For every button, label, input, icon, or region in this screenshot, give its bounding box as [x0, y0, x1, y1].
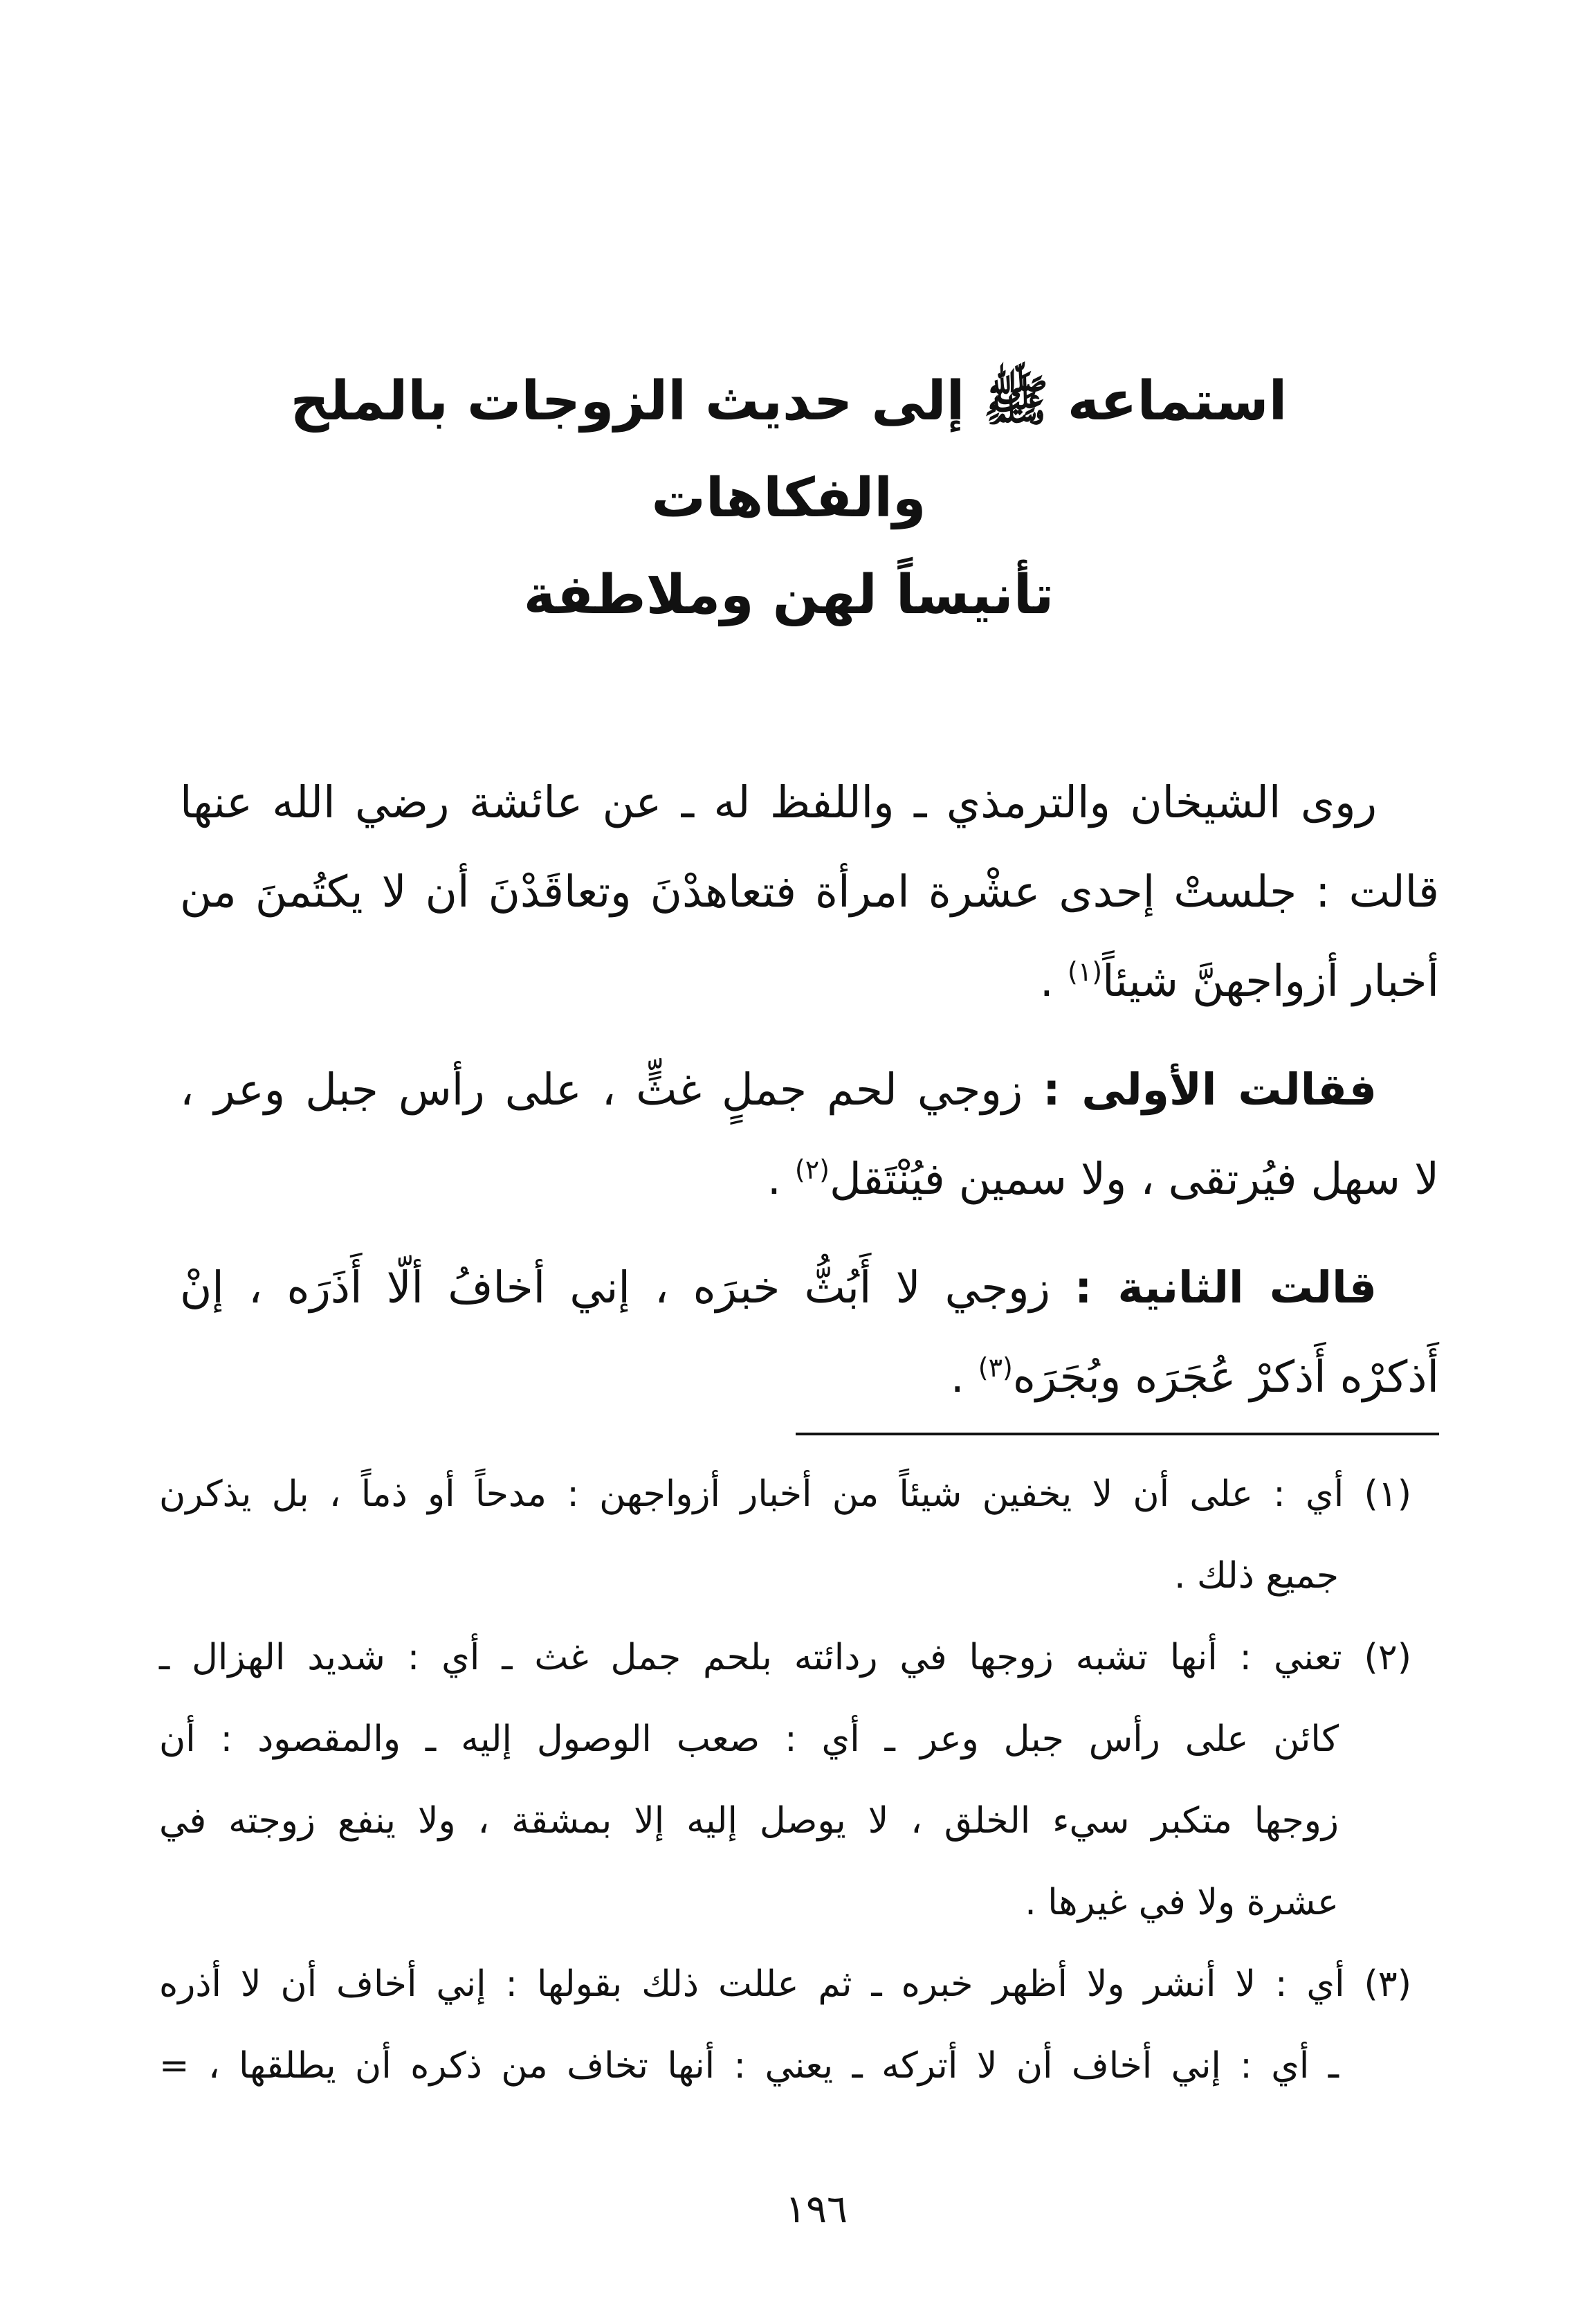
page-number: ١٩٦: [785, 2187, 848, 2232]
chapter-title-line-1: استماعه ﷺ إلى حديث الزوجات بالملح والفكاهات: [290, 370, 1288, 529]
paragraph-1: [180, 758, 1439, 1026]
footnote-ref-3: (٣): [978, 1352, 1013, 1383]
chapter-title: [173, 353, 1404, 644]
footnote-line: ـ أي : إني أخاف أن لا أتركه ـ يعني : أنها تخاف من ذكره أن يطلقها ، =: [159, 2045, 1339, 2087]
text-run: .: [767, 1154, 795, 1204]
footnote-ref-2: (٢): [794, 1154, 830, 1185]
footnote-1: [159, 1453, 1411, 1617]
text-run: .: [950, 1352, 978, 1402]
speaker-label: قالت الثانية :: [1074, 1262, 1377, 1313]
footnote-2: [159, 1617, 1411, 1943]
paragraph-3: [180, 1243, 1439, 1422]
text-line: [180, 936, 1439, 1026]
footnote-3: [159, 1943, 1411, 2107]
footnote-line: عشرة ولا في غيرها .: [1025, 1882, 1339, 1923]
text-line: [180, 1045, 1439, 1134]
text-line: روى الشيخان والترمذي ـ واللفظ له ـ عن عائشة رضي الله عنها: [180, 777, 1377, 828]
text-run: لا سهل فيُرتقى ، ولا سمين فيُنْتَقل: [829, 1154, 1439, 1204]
footnote-ref-1: (١): [1067, 956, 1103, 987]
text-line: [180, 1134, 1439, 1224]
footnote-line: جميع ذلك .: [1174, 1555, 1339, 1597]
speaker-label: فقالت الأولى :: [1043, 1064, 1377, 1115]
footnote-line: كائن على رأس جبل وعر ـ أي : صعب الوصول إليه ـ والمقصود : أن: [159, 1718, 1339, 1760]
text-run: زوجي لحم جملٍ غثٍّ ، على رأس جبل وعر ،: [180, 1064, 1043, 1115]
footnote-line: زوجها متكبر سيء الخلق ، لا يوصل إليه إلا بمشقة ، ولا ينفع زوجته في: [159, 1800, 1339, 1842]
footnote-line: (١) أي : على أن لا يخفين شيئاً من أخبار أزواجهن : مدحاً أو ذماً ، بل يذكرن: [159, 1473, 1411, 1515]
chapter-title-line-2: تأنيساً لهن وملاطفة: [523, 564, 1054, 626]
text-line: [180, 1243, 1439, 1332]
text-run: أَذكرْه أَذكرْ عُجَرَه وبُجَرَه: [1012, 1352, 1439, 1402]
spacer: [180, 1224, 1439, 1243]
footnotes: [159, 1453, 1411, 2107]
text-run: زوجي لا أَبُثُّ خبرَه ، إني أخافُ ألّا أَذَرَه ، إنْ: [180, 1262, 1075, 1313]
main-text: [180, 758, 1439, 1422]
text-run: .: [1039, 956, 1068, 1006]
text-line: قالت : جلستْ إحدى عشْرة امرأة فتعاهدْنَ وتعاقَدْنَ أن لا يكتُمنَ من: [180, 866, 1439, 917]
spacer: [180, 1026, 1439, 1045]
footnote-line: (٢) تعني : أنها تشبه زوجها في ردائته بلحم جمل غث ـ أي : شديد الهزال ـ: [159, 1637, 1411, 1678]
footnote-line: (٣) أي : لا أنشر ولا أظهر خبره ـ ثم عللت ذلك بقولها : إني أخاف أن لا أذره: [159, 1963, 1411, 2005]
footnote-separator: [796, 1433, 1439, 1435]
text-line: [180, 1332, 1439, 1422]
text-run: أخبار أزواجهنَّ شيئاً: [1102, 956, 1439, 1006]
paragraph-2: [180, 1045, 1439, 1224]
